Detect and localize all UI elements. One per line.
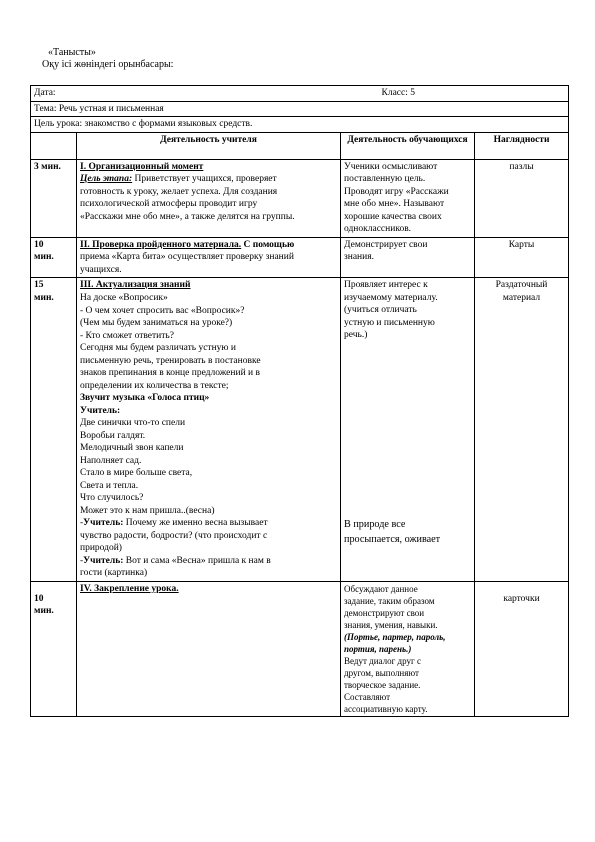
goal-row xyxy=(31,117,569,133)
stage-time: 10 мин. xyxy=(31,581,77,716)
teacher-text: готовность к уроку, желает успеха. Для создания xyxy=(80,186,278,197)
students-answer: просыпается, оживает xyxy=(344,533,441,545)
column-header-row xyxy=(31,132,569,159)
teacher-activity xyxy=(77,581,341,716)
stage-row-3 xyxy=(31,278,569,582)
students-activity: Ученики осмысливают поставленную цель. Проводят игру «Расскажи мне обо мне». Называют хорошие качества своих одноклассников. xyxy=(341,159,475,237)
poem-line: Наполняет сад. xyxy=(80,455,142,466)
teacher-label: Учитель: xyxy=(80,405,121,416)
poem-line: Света и тепла. xyxy=(80,480,139,491)
approval-line: «Танысты» xyxy=(48,47,96,58)
lesson-plan-table xyxy=(30,85,569,717)
poem-line: Две синички что-то спели xyxy=(80,418,186,428)
poem-line: Что случилось? xyxy=(80,493,144,503)
visuals-col-header: Наглядности xyxy=(475,132,569,159)
visual-aid: Карты xyxy=(475,237,569,278)
topic-label: Тема: xyxy=(34,103,57,114)
stage-row-2 xyxy=(31,237,569,278)
teacher-col-header: Деятельность учителя xyxy=(77,132,341,159)
stage-row-4 xyxy=(31,581,569,716)
visual-aid: карточки xyxy=(475,581,569,716)
stage-time: 15 мин. xyxy=(31,278,77,582)
poem-line: Стало в мире больше света, xyxy=(80,468,193,478)
teacher-activity: II. Проверка пройденного материала. С помощью приема «Карта бита» осуществляет проверку знаний учащихся. xyxy=(77,237,341,278)
teacher-text: психологической атмосферы проводит игру xyxy=(80,199,258,209)
students-activity: Обсуждают данное задание, таким образом демонстрируют свои знания, умения, навыки. (Портье, партер, пароль, портия, парень.) Ведут диалог друг с другом, выполняют творческое задание. Составляют ассоциативную карту. xyxy=(341,581,475,716)
topic-value: Речь устная и письменная xyxy=(58,103,164,114)
class-label: Класс: 5 xyxy=(381,88,416,98)
deputy-line: Оқу ісі жөніндегі орынбасары: xyxy=(42,59,174,70)
time-col-header xyxy=(31,132,77,159)
stage-title: III. Актуализация знаний xyxy=(80,280,191,290)
stage-title: IV. Закрепление урока. xyxy=(80,583,179,594)
teacher-question: -Учитель: Почему же именно весна вызывает xyxy=(80,518,268,528)
students-activity: Демонстрирует свои знания. xyxy=(341,237,475,278)
poem-line: Мелодичный звон капели xyxy=(80,443,184,453)
students-col-header: Деятельность обучающихся xyxy=(341,132,475,159)
visual-aid: Раздаточный материал xyxy=(475,278,569,582)
teacher-text: Цель этапа: Приветствует учащихся, проверяет xyxy=(80,174,277,184)
teacher-activity xyxy=(77,159,341,237)
students-answer: В природе все xyxy=(344,518,406,530)
poem-line: Воробьи галдят. xyxy=(80,430,146,441)
stage-title: I. Организационный момент xyxy=(80,161,204,172)
teacher-activity: III. Актуализация знаний На доске «Вопросик» - О чем хочет спросить вас «Вопросик»? (Чем мы будем заниматься на уроке?) - Кто сможет ответить? Сегодня мы будем различать устную и письменную речь, тренировать в постановке знаков препинания в конце предложений и в определении их количества в тексте; Звучит музыка «Голоса птиц» Учитель: Две синички что-то спели Воробьи галдят. Мелодичный звон капели Наполняет сад. Стало в мире больше света, Света и тепла. Что случилось? Может это к нам пришла..(весна) -Учитель: Почему же именно весна вызывает чувство радости, бодрости? (что происходит с природой) -Учитель: Вот и сама «Весна» пришла к нам в гости (картинка) xyxy=(77,278,341,582)
goal-value: знакомство с формами языковых средств. xyxy=(84,119,253,129)
poem-line: Может это к нам пришла..(весна) xyxy=(80,505,215,516)
students-activity: Проявляет интерес к изучаемому материалу. (учиться отличать устную и письменную речь.) В природе все просыпается, оживает xyxy=(341,278,475,582)
date-row xyxy=(31,86,569,102)
teacher-question: -Учитель: Вот и сама «Весна» пришла к нам в xyxy=(80,555,271,566)
stage-time: 10 мин. xyxy=(31,237,77,278)
visual-aid: пазлы xyxy=(475,159,569,237)
goal-label: Цель урока: xyxy=(34,119,83,129)
date-label: Дата: xyxy=(34,88,56,98)
stage-time: 3 мин. xyxy=(31,159,77,237)
stage-row-1 xyxy=(31,159,569,237)
teacher-text: «Расскажи мне обо мне», а также делятся на группы. xyxy=(80,211,295,222)
topic-row xyxy=(31,101,569,117)
stage-title: II. Проверка пройденного материала. С помощью xyxy=(80,239,295,250)
music-note: Звучит музыка «Голоса птиц» xyxy=(80,393,210,403)
